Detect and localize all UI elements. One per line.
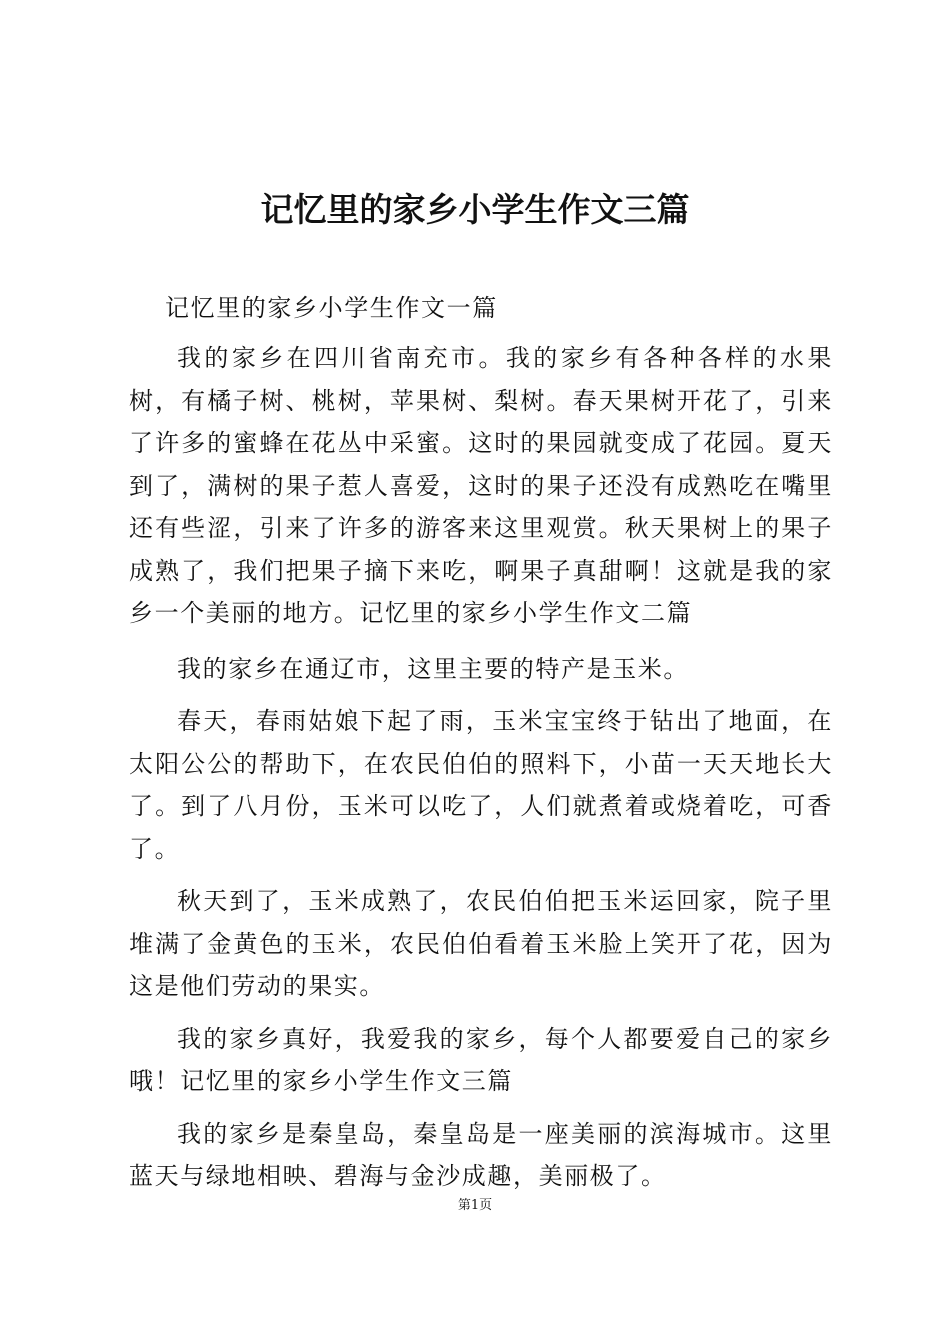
document-body xyxy=(129,292,833,1198)
paragraph-3: 春天，春雨姑娘下起了雨，玉米宝宝终于钻出了地面，在太阳公公的帮助下，在农民伯伯的照料下，小苗一天天地长大了。到了八月份，玉米可以吃了，人们就煮着或烧着吃，可香了。 xyxy=(129,707,833,863)
page-title: 记忆里的家乡小学生作文三篇 xyxy=(260,190,690,229)
paragraph-5: 我的家乡真好，我爱我的家乡，每个人都要爱自己的家乡哦！记忆里的家乡小学生作文三篇 xyxy=(129,1024,833,1095)
paragraph-6: 我的家乡是秦皇岛，秦皇岛是一座美丽的滨海城市。这里蓝天与绿地相映、碧海与金沙成趣，美丽极了。 xyxy=(129,1119,833,1190)
paragraph-4: 秋天到了，玉米成熟了，农民伯伯把玉米运回家，院子里堆满了金黄色的玉米，农民伯伯看着玉米脸上笑开了花，因为这是他们劳动的果实。 xyxy=(129,887,833,1000)
paragraph-2: 我的家乡在通辽市，这里主要的特产是玉米。 xyxy=(177,654,689,683)
paragraph-1: 我的家乡在四川省南充市。我的家乡有各种各样的水果树，有橘子树、桃树，苹果树、梨树。春天果树开花了，引来了许多的蜜蜂在花丛中采蜜。这时的果园就变成了花园。夏天到了，满树的果子惹人喜爱，这时的果子还没有成熟吃在嘴里还有些涩，引来了许多的游客来这里观赏。秋天果树上的果子成熟了，我们把果子摘下来吃，啊果子真甜啊！这就是我的家乡一个美丽的地方。记忆里的家乡小学生作文二篇 xyxy=(129,344,833,627)
page-number: 第1页 xyxy=(457,1198,493,1213)
paragraph-subtitle-1: 记忆里的家乡小学生作文一篇 xyxy=(165,294,498,322)
